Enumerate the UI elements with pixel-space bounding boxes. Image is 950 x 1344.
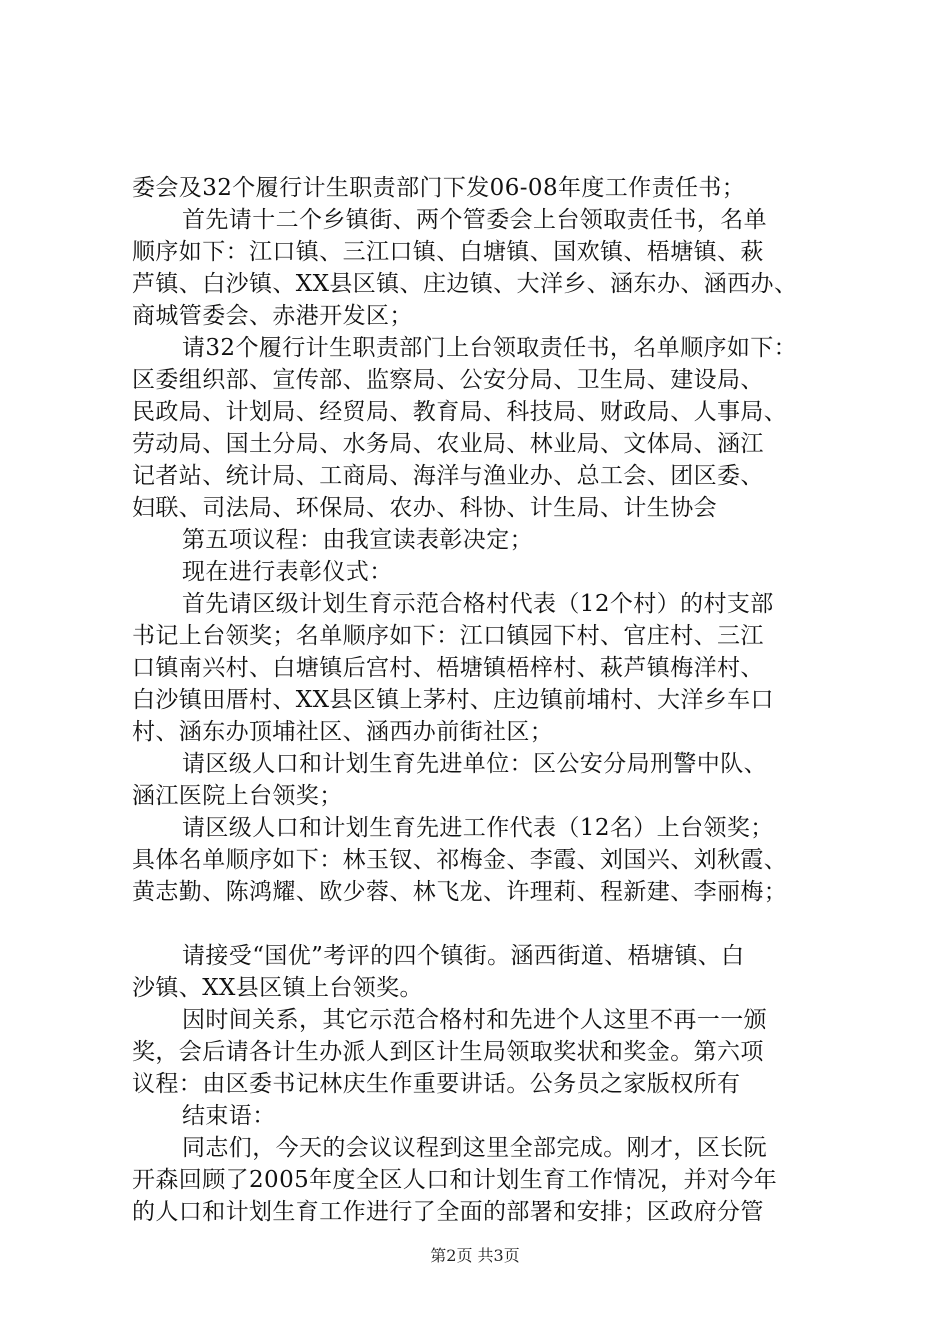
text-line: 黄志勤、陈鸿耀、欧少蓉、林飞龙、许理莉、程新建、李丽梅； <box>132 879 788 905</box>
text-line: 请区级人口和计划生育先进单位：区公安分局刑警中队、 <box>182 751 767 777</box>
text-line: 的人口和计划生育工作进行了全面的部署和安排；区政府分管 <box>132 1199 764 1225</box>
text-line: 请区级人口和计划生育先进工作代表（12名）上台领奖； <box>182 815 774 841</box>
text-line: 现在进行表彰仪式： <box>182 559 393 585</box>
text-line: 口镇南兴村、白塘镇后宫村、梧塘镇梧梓村、萩芦镇梅洋村、 <box>132 655 764 681</box>
text-line: 书记上台领奖；名单顺序如下：江口镇园下村、官庄村、三江 <box>132 623 764 649</box>
text-line: 议程：由区委书记林庆生作重要讲话。公务员之家版权所有 <box>132 1071 741 1097</box>
text-line: 请32个履行计生职责部门上台领取责任书，名单顺序如下： <box>182 335 798 361</box>
text-line: 村、涵东办顶埔社区、涵西办前街社区； <box>132 719 554 745</box>
text-line: 具体名单顺序如下：林玉钗、祁梅金、李霞、刘国兴、刘秋霞、 <box>132 847 788 873</box>
text-line: 白沙镇田厝村、XX县区镇上茅村、庄边镇前埔村、大洋乡车口 <box>132 687 774 713</box>
text-line: 首先请十二个乡镇街、两个管委会上台领取责任书，名单 <box>182 207 767 233</box>
text-line: 劳动局、国土分局、水务局、农业局、林业局、文体局、涵江 <box>132 431 764 457</box>
text-line: 民政局、计划局、经贸局、教育局、科技局、财政局、人事局、 <box>132 399 788 425</box>
text-line: 芦镇、白沙镇、XX县区镇、庄边镇、大洋乡、涵东办、涵西办、 <box>132 271 798 297</box>
text-line: 顺序如下：江口镇、三江口镇、白塘镇、国欢镇、梧塘镇、萩 <box>132 239 764 265</box>
text-line: 结束语： <box>182 1103 276 1129</box>
text-line: 区委组织部、宣传部、监察局、公安分局、卫生局、建设局、 <box>132 367 764 393</box>
text-line: 委会及32个履行计生职责部门下发06-08年度工作责任书； <box>132 175 746 201</box>
text-line: 同志们，今天的会议议程到这里全部完成。刚才，区长阮 <box>182 1135 767 1161</box>
text-line: 首先请区级计划生育示范合格村代表（12个村）的村支部 <box>182 591 774 617</box>
text-line: 妇联、司法局、环保局、农办、科协、计生局、计生协会 <box>132 495 717 521</box>
text-line: 商城管委会、赤港开发区； <box>132 303 413 329</box>
text-line: 因时间关系，其它示范合格村和先进个人这里不再一一颁 <box>182 1007 767 1033</box>
page-footer: 第2页 共3页 <box>430 1246 520 1265</box>
text-line: 开森回顾了2005年度全区人口和计划生育工作情况，并对今年 <box>132 1167 778 1193</box>
text-line: 第五项议程：由我宣读表彰决定； <box>182 527 533 553</box>
text-line: 沙镇、XX县区镇上台领奖。 <box>132 975 423 1001</box>
text-line: 奖，会后请各计生办派人到区计生局领取奖状和奖金。第六项 <box>132 1039 764 1065</box>
text-line: 请接受“国优”考评的四个镇街。涵西街道、梧塘镇、白 <box>182 943 745 969</box>
text-line: 涵江医院上台领奖； <box>132 783 343 809</box>
text-line: 记者站、统计局、工商局、海洋与渔业办、总工会、团区委、 <box>132 463 764 489</box>
